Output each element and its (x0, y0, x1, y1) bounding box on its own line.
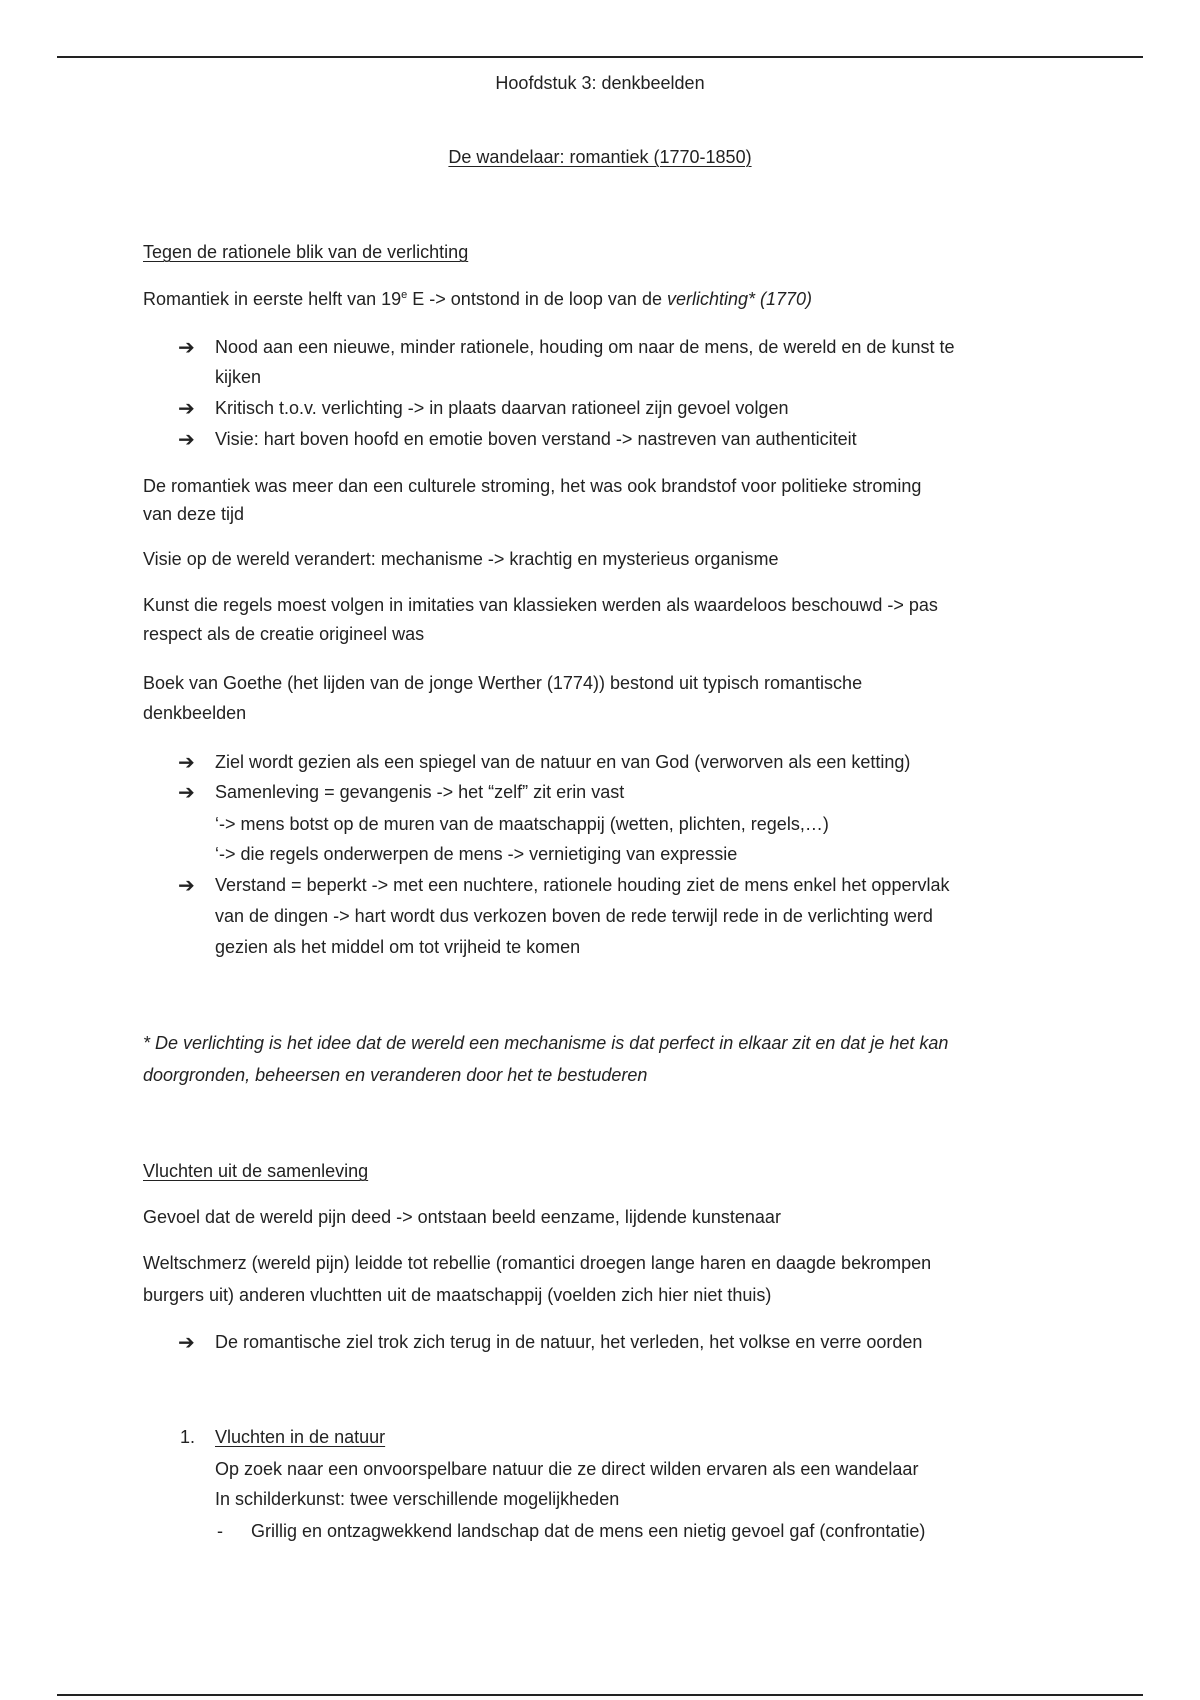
paragraph-romantiek-line1: De romantiek was meer dan een culturele stroming, het was ook brandstof voor politieke stroming (143, 476, 922, 496)
bullet-verstand-line1: Verstand = beperkt -> met een nuchtere, rationele houding ziet de mens enkel het oppervlak (215, 875, 950, 895)
intro-text-b: E -> ontstond in de loop van de (407, 289, 667, 309)
arrow-right-icon: ➔ (178, 1332, 195, 1354)
dash-item-grillig: Grillig en ontzagwekkend landschap dat de mens een nietig gevoel gaf (confrontatie) (251, 1521, 926, 1541)
bullet-kritisch: Kritisch t.o.v. verlichting -> in plaats daarvan rationeel zijn gevoel volgen (215, 398, 789, 418)
section-title: De wandelaar: romantiek (1770-1850) (448, 147, 752, 167)
footnote-line1: * De verlichting is het idee dat de wereld een mechanisme is dat perfect in elkaar zit en dat je het kan (143, 1033, 949, 1053)
bullet-visie: Visie: hart boven hoofd en emotie boven verstand -> nastreven van authenticiteit (215, 429, 857, 449)
chapter-title: Hoofdstuk 3: denkbeelden (495, 73, 705, 93)
arrow-right-icon: ➔ (178, 337, 195, 359)
bullet-nood-line1: Nood aan een nieuwe, minder rationele, houding om naar de mens, de wereld en de kunst te (215, 337, 955, 357)
paragraph-visie-wereld: Visie op de wereld verandert: mechanisme -> krachtig en mysterieus organisme (143, 549, 779, 569)
intro-superscript: e (401, 289, 408, 301)
intro-text-a: Romantiek in eerste helft van 19 (143, 289, 402, 309)
paragraph-goethe-line1: Boek van Goethe (het lijden van de jonge Werther (1774)) bestond uit typisch romantische (143, 673, 863, 693)
paragraph-weltschmerz-line1: Weltschmerz (wereld pijn) leidde tot rebellie (romantici droegen lange haren en daagde bekrompen (143, 1253, 932, 1273)
intro-italic: verlichting* (1770) (666, 289, 813, 309)
section-heading-vluchten: Vluchten uit de samenleving (143, 1161, 369, 1181)
numbered-item-number: 1. (180, 1427, 196, 1447)
paragraph-kunst-line1: Kunst die regels moest volgen in imitaties van klassieken werden als waardeloos beschouwd -> pas (143, 595, 938, 615)
numbered-item-line1: Op zoek naar een onvoorspelbare natuur die ze direct wilden ervaren als een wandelaar (215, 1459, 919, 1479)
numbered-item-title: Vluchten in de natuur (215, 1427, 386, 1447)
bullet-samenleving: Samenleving = gevangenis -> het “zelf” zit erin vast (215, 782, 625, 802)
bullet-romantische-ziel: De romantische ziel trok zich terug in de natuur, het verleden, het volkse en verre oorden (215, 1332, 923, 1352)
arrow-right-icon: ➔ (178, 398, 195, 420)
footer-rule (57, 1694, 1143, 1696)
paragraph-kunst-line2: respect als de creatie origineel was (143, 624, 425, 644)
bullet-verstand-line2: van de dingen -> hart wordt dus verkozen boven de rede terwijl rede in de verlichting werd (215, 906, 933, 926)
arrow-right-icon: ➔ (178, 429, 195, 451)
arrow-right-icon: ➔ (178, 875, 195, 897)
paragraph-gevoel: Gevoel dat de wereld pijn deed -> ontstaan beeld eenzame, lijdende kunstenaar (143, 1207, 781, 1227)
sub-item-muren: ‘-> mens botst op de muren van de maatschappij (wetten, plichten, regels,…) (215, 814, 829, 834)
bullet-nood-line2: kijken (215, 367, 262, 387)
sub-item-regels: ‘-> die regels onderwerpen de mens -> vernietiging van expressie (215, 844, 738, 864)
paragraph-goethe-line2: denkbeelden (143, 703, 247, 723)
footnote-line2: doorgronden, beheersen en veranderen door het te bestuderen (143, 1065, 648, 1085)
dash-marker: - (217, 1521, 223, 1541)
header-rule (57, 56, 1143, 58)
intro-paragraph (143, 290, 812, 308)
bullet-verstand-line3: gezien als het middel om tot vrijheid te komen (215, 937, 581, 957)
section-heading-verlichting: Tegen de rationele blik van de verlichting (143, 242, 469, 262)
bullet-ziel: Ziel wordt gezien als een spiegel van de natuur en van God (verworven als een ketting) (215, 752, 911, 772)
arrow-right-icon: ➔ (178, 752, 195, 774)
paragraph-weltschmerz-line2: burgers uit) anderen vluchtten uit de maatschappij (voelden zich hier niet thuis) (143, 1285, 772, 1305)
paragraph-romantiek-line2: van deze tijd (143, 504, 245, 524)
numbered-item-line2: In schilderkunst: twee verschillende mogelijkheden (215, 1489, 620, 1509)
arrow-right-icon: ➔ (178, 782, 195, 804)
